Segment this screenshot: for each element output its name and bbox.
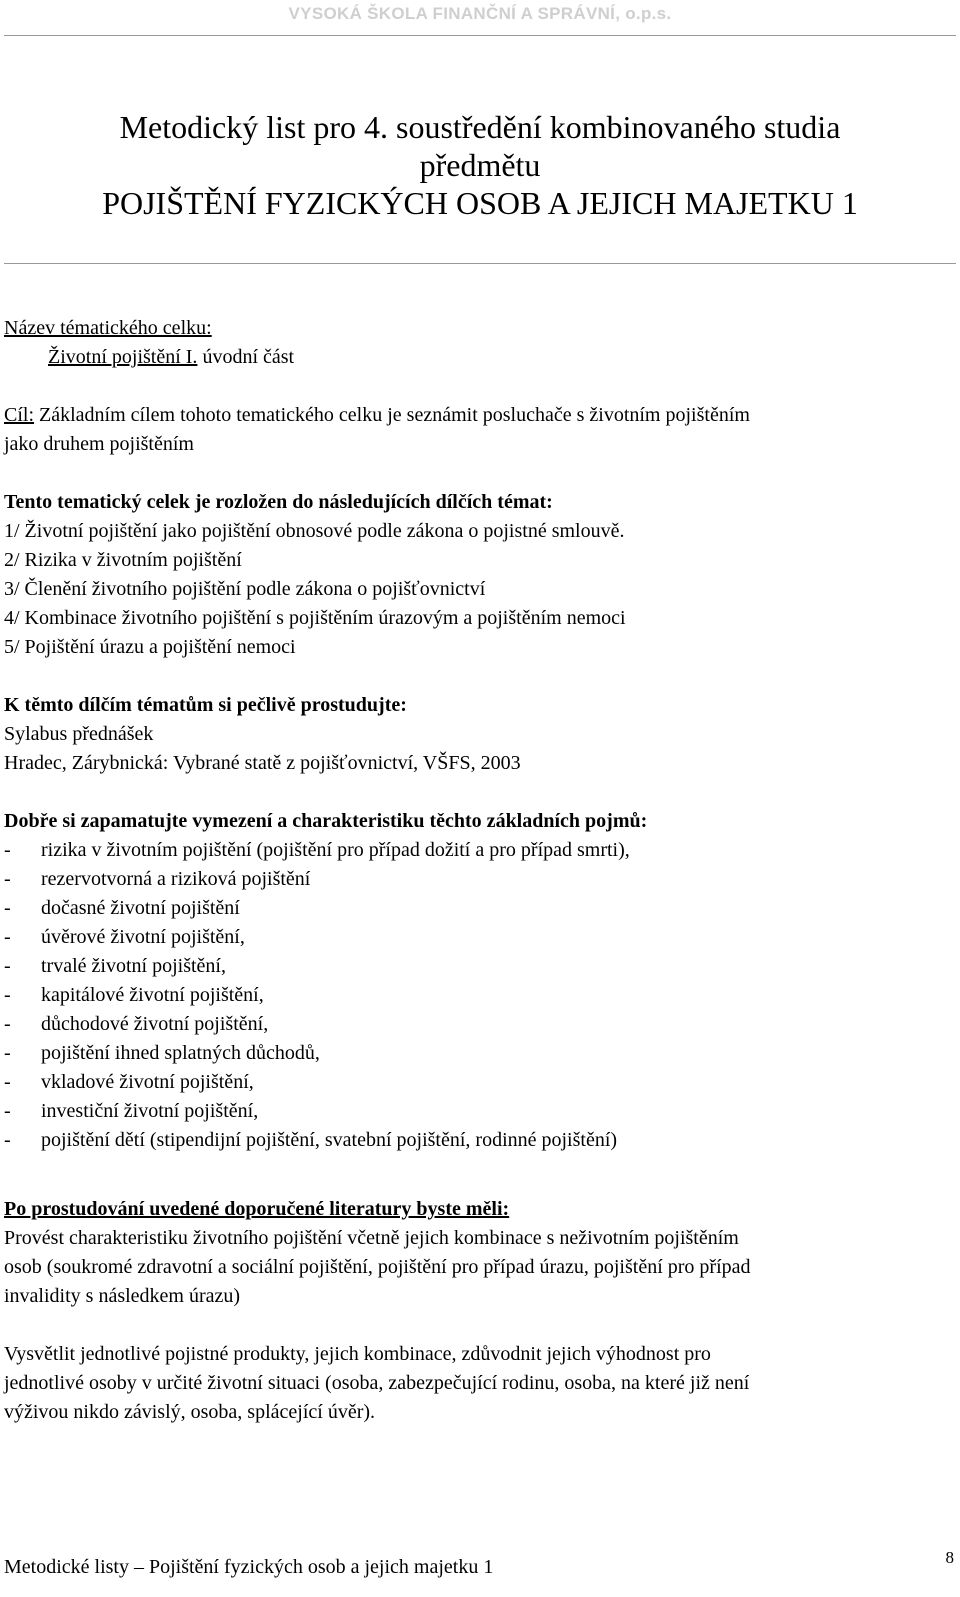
concept-item [4, 1039, 956, 1068]
subtopic-item: 3/ Členění životního pojištění podle zákona o pojišťovnictví [4, 578, 486, 600]
topic-label: Název tématického celku: [4, 317, 212, 339]
subtopics-heading: Tento tematický celek je rozložen do následujících dílčích témat: [4, 491, 553, 513]
bullet-dash: - [4, 1100, 11, 1122]
study-item: Sylabus přednášek [4, 723, 154, 745]
title-divider [4, 263, 956, 264]
concept-text: investiční životní pojištění, [41, 1100, 259, 1122]
bullet-dash: - [4, 984, 11, 1006]
concept-item [4, 981, 956, 1010]
concept-text: dočasné životní pojištění [41, 897, 240, 919]
goal-text: Základním cílem tohoto tematického celku je seznámit posluchače s životním pojištěním [34, 404, 750, 426]
bullet-dash: - [4, 926, 11, 948]
title-line-3: POJIŠTĚNÍ FYZICKÝCH OSOB A JEJICH MAJETKU 1 [102, 185, 858, 221]
bullet-dash: - [4, 897, 11, 919]
bullet-dash: - [4, 1129, 11, 1151]
concept-text: rezervotvorná a riziková pojištění [41, 868, 311, 890]
outcome-paragraph-2 [4, 1340, 956, 1427]
concept-item [4, 923, 956, 952]
bullet-dash: - [4, 1071, 11, 1093]
outcome-p2-line: Vysvětlit jednotlivé pojistné produkty, jejich kombinace, zdůvodnit jejich výhodnost pro [4, 1343, 711, 1365]
outcome-heading: Po prostudování uvedené doporučené literatury byste měli: [4, 1198, 510, 1220]
subtopic-item: 5/ Pojištění úrazu a pojištění nemoci [4, 636, 296, 658]
outcome-p2-line: výživou nikdo závislý, osoba, splácející úvěr). [4, 1401, 376, 1423]
concepts-heading: Dobře si zapamatujte vymezení a charakteristiku těchto základních pojmů: [4, 810, 648, 832]
concept-item [4, 1126, 956, 1155]
subtopic-item: 4/ Kombinace životního pojištění s pojištěním úrazovým a pojištěním nemoci [4, 607, 626, 629]
outcome-p1-line: osob (soukromé zdravotní a sociální pojištění, pojištění pro případ úrazu, pojištění pro případ [4, 1256, 751, 1278]
outcome-p1-line: invalidity s následkem úrazu) [4, 1285, 241, 1307]
subtopic-item: 1/ Životní pojištění jako pojištění obnosové podle zákona o pojistné smlouvě. [4, 520, 625, 542]
goal-line [4, 401, 956, 430]
concept-item [4, 952, 956, 981]
header-divider [4, 35, 956, 36]
concept-item [4, 1068, 956, 1097]
concept-item [4, 1010, 956, 1039]
study-item: Hradec, Zárybnická: Vybrané statě z pojišťovnictví, VŠFS, 2003 [4, 752, 521, 774]
concept-item [4, 1097, 956, 1126]
document-body [4, 314, 956, 1427]
title-line-2: předmětu [419, 147, 541, 183]
concept-text: pojištění dětí (stipendijní pojištění, svatební pojištění, rodinné pojištění) [41, 1129, 618, 1151]
concept-text: trvalé životní pojištění, [41, 955, 226, 977]
document-title [0, 108, 960, 222]
concept-text: úvěrové životní pojištění, [41, 926, 245, 948]
bullet-dash: - [4, 839, 11, 861]
concept-text: důchodové životní pojištění, [41, 1013, 269, 1035]
page-header-school: VYSOKÁ ŠKOLA FINANČNÍ A SPRÁVNÍ, o.p.s. [288, 4, 672, 23]
bullet-dash: - [4, 1042, 11, 1064]
concept-text: rizika v životním pojištění (pojištění pro případ dožití a pro případ smrti), [41, 839, 630, 861]
concept-text: pojištění ihned splatných důchodů, [41, 1042, 320, 1064]
title-line-1: Metodický list pro 4. soustředění kombinovaného studia [119, 109, 841, 145]
study-heading: K těmto dílčím tématům si pečlivě prostudujte: [4, 694, 407, 716]
concept-text: kapitálové životní pojištění, [41, 984, 264, 1006]
topic-value [4, 343, 956, 372]
bullet-dash: - [4, 1013, 11, 1035]
page-number: 8 [945, 1548, 954, 1567]
bullet-dash: - [4, 955, 11, 977]
page-footer: Metodické listy – Pojištění fyzických osob a jejich majetku 1 [4, 1556, 494, 1578]
concept-item [4, 836, 956, 865]
bullet-dash: - [4, 868, 11, 890]
outcome-paragraph-1 [4, 1224, 956, 1311]
topic-value-a: Životní pojištění I. [48, 346, 198, 368]
goal-text-2: jako druhem pojištěním [4, 433, 194, 455]
subtopic-item: 2/ Rizika v životním pojištění [4, 549, 242, 571]
concept-item [4, 894, 956, 923]
outcome-p1-line: Provést charakteristiku životního pojištění včetně jejich kombinace s neživotním pojištěním [4, 1227, 739, 1249]
topic-value-b: úvodní část [197, 346, 295, 368]
goal-label: Cíl: [4, 404, 35, 426]
outcome-p2-line: jednotlivé osoby v určité životní situaci (osoba, zabezpečující rodinu, osoba, na které již není [4, 1372, 750, 1394]
concept-text: vkladové životní pojištění, [41, 1071, 254, 1093]
concept-item [4, 865, 956, 894]
